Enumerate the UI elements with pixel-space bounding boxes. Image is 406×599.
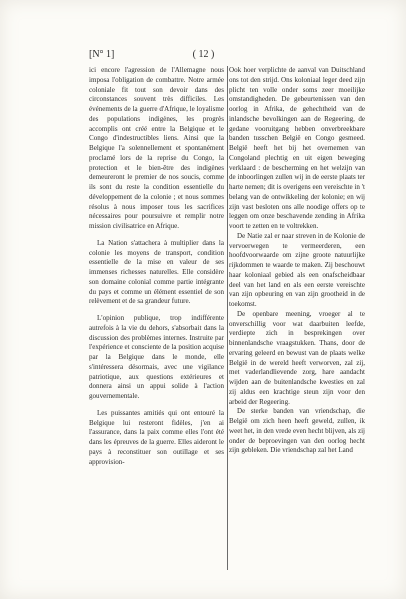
french-column — [89, 66, 224, 474]
paragraph: ici encore l'agression de l'Allemagne nous imposa l'obligation de combattre. Notre armée coloniale fit tout son devoir dans des circonstances souvent très difficiles. Les événements de la guerre d'Afrique, le loyalisme des populations indigènes, les progrès accomplis ont créé entre la Belgique et le Congo d'indestructibles liens. Ainsi que la Belgique l'a solennellement et spontanément proclamé lors de la reprise du Congo, la protection et le bien-être des indigènes demeureront le premier de nos soucis, comme ils sont du reste la condition essentielle du développement de la colonie ; et nous sommes résolus à nous imposer tous les sacrifices nécessaires pour poursuivre et remplir notre mission civilisatrice en Afrique. — [89, 66, 224, 230]
column-divider — [227, 66, 228, 570]
paragraph: Ook hoer verplichte de aanval van Duitschland ons tot den strijd. Ons koloniaal leger deed zijn plicht ten volle onder soms zeer moeilijke omstandigheden. De gebeurtenissen van den oorlog in Afrika, de gehechtheid van de inlandsche bevolkingen aan de Regeering, de gedane vooruitgang hebben onverbreekbare banden tusschen België en Congo gesmeed. België heeft het bij het overnemen van Congoland plechtig en uit eigen beweging verklaard : de bescherming en het welzijn van de inboorlingen zullen wij in de eerste plaats ter harte nemen; dit is overigens een vereischte in 't belang van de ontwikkeling der kolonie; en wij zijn vast besloten ons alle noodige offers op te leggen om onze beschavende zending in Afrika voort te zetten en te voltrekken. — [229, 66, 365, 230]
paragraph: Les puissantes amitiés qui ont entouré la Belgique lui resteront fidèles, j'en ai l'assurance, dans la paix comme elles l'ont été dans les épreuves de la guerre. Elles aideront le pays à reconstituer son outillage et ses approvision- — [89, 408, 224, 466]
paragraph: De Natie zal er naar streven in de Kolonie de vervoerwegen te vermeerderen, een hoofdvoorwaarde om zijne groote natuurlijke rijkdommen te waarde te maken. Zij beschouwt haar koloniaal gebied als een onafscheidbaar deel van het land en als een eerste vereischte van zijn opbeuring en van zijn grootheid in de toekomst. — [229, 231, 365, 308]
page-header — [89, 49, 318, 63]
paragraph: L'opinion publique, trop indifférente autrefois à la vie du dehors, s'absorbait dans la discussion des problèmes internes. Instruite par l'expérience et consciente de la position acquise par la Belgique dans le monde, elle s'intéressera désormais, avec une vigilance patriotique, aux questions extérieures et donnera ainsi un appui solide à l'action gouvernementale. — [89, 314, 224, 400]
paragraph: La Nation s'attachera à multiplier dans la colonie les moyens de transport, condition essentielle de la mise en valeur de ses immenses richesses naturelles. Elle considère son domaine colonial comme partie intégrante du pays et comme un élément essentiel de son relèvement et de sa grandeur future. — [89, 238, 224, 306]
page-number: ( 12 ) — [192, 49, 215, 60]
dutch-column — [229, 66, 365, 456]
paragraph: De openbare meening, vroeger al te onverschillig voor wat daarbuiten leefde, verdiepte zich in besprekingen over binnenlandsche vraagstukken. Thans, door de ervaring geleerd en bewust van de plaats welke België in de wereld heeft verworven, zal zij, met vaderlandlievende zorg, hare aandacht wijden aan de buitenlandsche kwesties en zal zij aldus een krachtige steun zijn voor den arbeid der Regeering. — [229, 309, 365, 406]
issue-number: [N° 1] — [89, 49, 115, 60]
paragraph: De sterke banden van vriendschap, die België om zich heen heeft geweld, zullen, ik weet het, in den vrede even hecht blijven, als zij onder de beproevingen van den oorlog hecht zijn gebleken. Die vriendschap zal het Land — [229, 407, 365, 455]
